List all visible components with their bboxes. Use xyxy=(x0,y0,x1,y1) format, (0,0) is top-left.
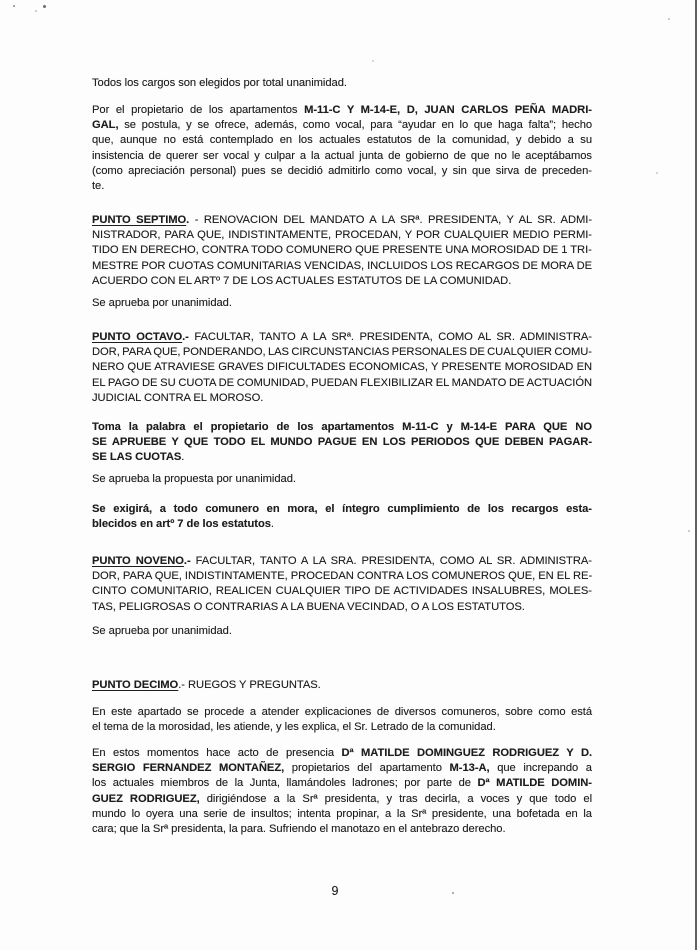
text-line: los actuales miembros de la Junta, llamándoles ladrones; por parte de Dª MATILDE DOMIN- xyxy=(92,777,592,790)
text-line: Por el propietario de los apartamentos M-11-C Y M-14-E, D, JUAN CARLOS PEÑA MADRI- xyxy=(92,104,592,116)
text-line: GAL, se postula, y se ofrece, además, como vocal, para “ayudar en lo que haga falta”; hecho xyxy=(92,119,593,132)
p-se-exigira xyxy=(92,502,592,532)
text-line: SERGIO FERNANDEZ MONTAÑEZ, propietarios del apartamento M-13-A, que increpando a xyxy=(92,762,592,775)
text-line: te. xyxy=(92,180,105,193)
text-line: insistencia de querer ser vocal y culpar a la actual junta de gobierno de que no le aceptábamos xyxy=(92,149,592,162)
text-line: GUEZ RODRIGUEZ, dirigiéndose a la Srª presidenta, y tras decirla, a voces y que todo el xyxy=(92,792,593,805)
p-toma-la-palabra xyxy=(92,420,592,466)
punto-octavo xyxy=(92,330,592,406)
p-aprueba-propuesta xyxy=(92,472,592,487)
scan-speck xyxy=(688,530,690,532)
punto-septimo xyxy=(92,213,592,289)
text-line: Todos los cargos son elegidos por total unanimidad. xyxy=(92,77,347,89)
scan-edge-line xyxy=(695,0,697,950)
text-line: PUNTO DECIMO.- RUEGOS Y PREGUNTAS. xyxy=(92,679,321,691)
scan-speck xyxy=(13,5,15,7)
text-line: DOR, PARA QUE, PONDERANDO, LAS CIRCUNSTANCIAS PERSONALES DE CUALQUIER COMU- xyxy=(92,346,592,359)
text-line: PUNTO OCTAVO.- FACULTAR, TANTO A LA SRª. PRESIDENTA, COMO AL SR. ADMINISTRA- xyxy=(92,331,592,343)
text-line: cara; que la Srª presidenta, la para. Sufriendo el manotazo en el antebrazo derecho. xyxy=(92,823,506,836)
p-pena-madrigal xyxy=(92,103,592,194)
text-line: (como apreciación personal) pues se decidió admitirlo como vocal, y sin que sirva de preceden- xyxy=(92,164,592,177)
scan-speck xyxy=(656,172,658,174)
p-aprueba-noveno xyxy=(92,624,592,639)
text-line: el tema de la morosidad, les atiende, y les explica, el Sr. Letrado de la comunidad. xyxy=(92,721,496,734)
text-line: MESTRE POR CUOTAS COMUNITARIAS VENCIDAS, INCLUIDOS LOS RECARGOS DE MORA DE xyxy=(92,259,593,272)
text-line: En este apartado se procede a atender explicaciones de diversos comuneros, sobre como está xyxy=(92,706,593,718)
text-line: NERO QUE ATRAVIESE GRAVES DIFICULTADES ECONOMICAS, Y PRESENTE MOROSIDAD EN xyxy=(92,361,593,374)
text-line: Se aprueba la propuesta por unanimidad. xyxy=(92,473,296,485)
text-line: Se aprueba por unanimidad. xyxy=(92,625,232,637)
text-line: JUDICIAL CONTRA EL MOROSO. xyxy=(92,391,264,404)
document-text xyxy=(92,0,592,950)
text-line: blecidos en artº 7 de los estatutos. xyxy=(92,518,274,531)
text-line: que, aunque no está contemplado en los actuales estatutos de la comunidad, y debido a su xyxy=(92,134,593,147)
scan-speck xyxy=(35,10,37,12)
scan-speck xyxy=(668,18,670,20)
text-line: SE LAS CUOTAS. xyxy=(92,451,185,464)
text-line: Toma la palabra el propietario de los apartamentos M-11-C y M-14-E PARA QUE NO xyxy=(92,421,592,433)
p-cargos-unanimidad xyxy=(92,76,592,91)
text-line: CINTO COMUNITARIO, REALICEN CUALQUIER TIPO DE ACTIVIDADES INSALUBRES, MOLES- xyxy=(92,585,592,598)
text-line: ACUERDO CON EL ARTº 7 DE LOS ACTUALES ESTATUTOS DE LA COMUNIDAD. xyxy=(92,274,512,287)
text-line: SE APRUEBE Y QUE TODO EL MUNDO PAGUE EN LOS PERIODOS QUE DEBEN PAGAR- xyxy=(92,436,592,449)
text-line: TIDO EN DERECHO, CONTRA TODO COMUNERO QUE PRESENTE UNA MOROSIDAD DE 1 TRI- xyxy=(92,244,592,257)
scan-speck xyxy=(43,5,46,8)
text-line: Se aprueba por unanimidad. xyxy=(92,297,232,309)
scan-speck xyxy=(372,60,374,62)
punto-noveno xyxy=(92,554,592,615)
p-matilde-dominguez xyxy=(92,746,592,837)
text-line: EL PAGO DE SU CUOTA DE COMUNIDAD, PUEDAN FLEXIBILIZAR EL MANDATO DE ACTUACIÓN xyxy=(92,376,593,389)
p-aprueba-septimo xyxy=(92,296,592,311)
text-line: NISTRADOR, PARA QUE, INDISTINTAMENTE, PROCEDAN, Y POR CUALQUIER MEDIO PERMI- xyxy=(92,229,592,242)
text-line: PUNTO SEPTIMO. - RENOVACION DEL MANDATO A LA SRª. PRESIDENTA, Y AL SR. ADMI- xyxy=(92,214,592,226)
text-line: Se exigirá, a todo comunero en mora, el íntegro cumplimiento de los recargos esta- xyxy=(92,503,592,515)
text-line: PUNTO NOVENO.- FACULTAR, TANTO A LA SRA. PRESIDENTA, COMO AL SR. ADMINISTRA- xyxy=(92,555,592,567)
scan-speck xyxy=(452,892,454,894)
text-line: TAS, PELIGROSAS O CONTRARIAS A LA BUENA VECINDAD, O A LOS ESTATUTOS. xyxy=(92,600,525,613)
text-line: DOR, PARA QUE, INDISTINTAMENTE, PROCEDAN CONTRA LOS COMUNEROS QUE, EN EL RE- xyxy=(92,570,593,583)
text-line: mundo lo oyera una serie de insultos; intenta propinar, a la Srª presidente, una bofetada en la xyxy=(92,807,592,820)
text-line: En estos momentos hace acto de presencia Dª MATILDE DOMINGUEZ RODRIGUEZ Y D. xyxy=(92,747,593,759)
p-apartado-morosidad xyxy=(92,705,592,735)
punto-decimo xyxy=(92,678,592,693)
page-number: 9 xyxy=(331,884,339,898)
